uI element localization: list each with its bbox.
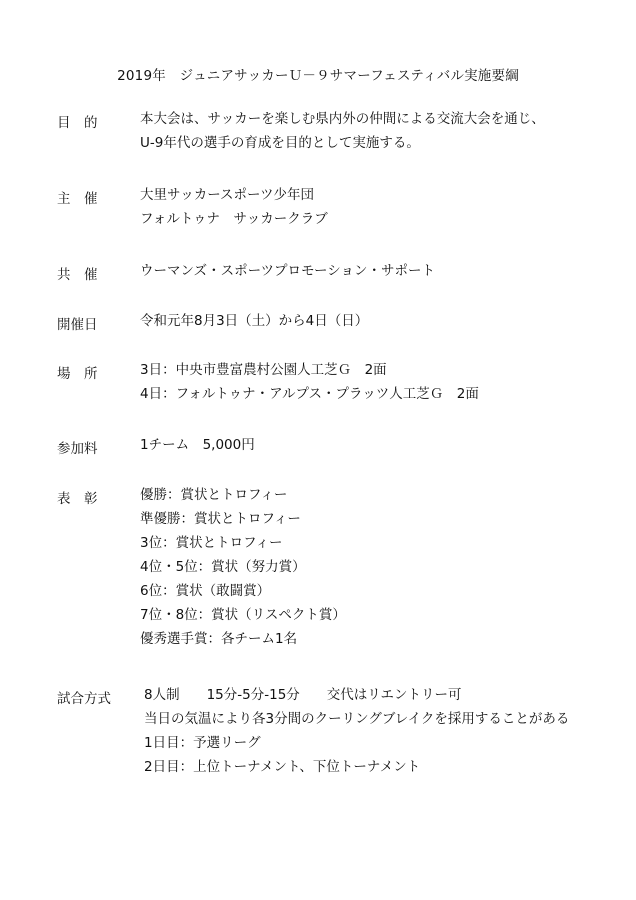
document-title: 2019年 ジュニアサッカーＵ－９サマーフェスティバル実施要綱	[117, 68, 519, 84]
section-label-date: 開催日	[57, 317, 98, 333]
section-label-awards: 表 彰	[57, 491, 98, 507]
award-line: 3位：賞状とトロフィー	[140, 535, 283, 551]
host-line: フォルトゥナ サッカークラブ	[140, 211, 328, 227]
award-line: 6位：賞状（敢闘賞）	[140, 583, 271, 599]
section-label-purpose: 目 的	[57, 115, 98, 131]
section-lines-awards	[140, 487, 600, 655]
date-line: 令和元年8月3日（土）から4日（日）	[140, 313, 369, 329]
format-line: 当日の気温により各3分間のクーリングブレイクを採用することがある	[144, 711, 570, 727]
section-label-venue: 場 所	[57, 366, 98, 382]
format-line: 8人制 15分-5分-15分 交代はリエントリー可	[144, 687, 462, 703]
purpose-line: U-9年代の選手の育成を目的として実施する。	[140, 135, 420, 151]
section-label-host: 主 催	[57, 191, 98, 207]
host-line: 大里サッカースポーツ少年団	[140, 187, 315, 203]
award-line: 優勝：賞状とトロフィー	[140, 487, 288, 503]
award-line: 準優勝：賞状とトロフィー	[140, 511, 301, 527]
format-line: 2日目：上位トーナメント、下位トーナメント	[144, 759, 421, 775]
section-lines-format	[144, 687, 604, 783]
format-line: 1日目：予選リーグ	[144, 735, 261, 751]
fee-line: 1チーム 5,000円	[140, 437, 255, 453]
section-label-fee: 参加料	[57, 441, 98, 457]
section-lines-fee	[140, 437, 600, 461]
award-line: 7位・8位：賞状（リスペクト賞）	[140, 607, 346, 623]
venue-line: 3日：中央市豊富農村公園人工芝Ｇ 2面	[140, 362, 387, 378]
section-lines-host	[140, 187, 600, 235]
section-lines-purpose	[140, 111, 600, 159]
section-label-cohost: 共 催	[57, 267, 98, 283]
cohost-line: ウーマンズ・スポーツプロモーション・サポート	[140, 263, 435, 279]
section-lines-date	[140, 313, 600, 337]
award-line: 4位・5位：賞状（努力賞）	[140, 559, 306, 575]
section-label-format: 試合方式	[57, 691, 111, 707]
section-lines-venue	[140, 362, 600, 410]
award-line: 優秀選手賞：各チーム1名	[140, 631, 298, 647]
purpose-line: 本大会は、サッカーを楽しむ県内外の仲間による交流大会を通じ、	[140, 111, 545, 127]
section-lines-cohost	[140, 263, 600, 287]
venue-line: 4日：フォルトゥナ・アルプス・プラッツ人工芝Ｇ 2面	[140, 386, 479, 402]
